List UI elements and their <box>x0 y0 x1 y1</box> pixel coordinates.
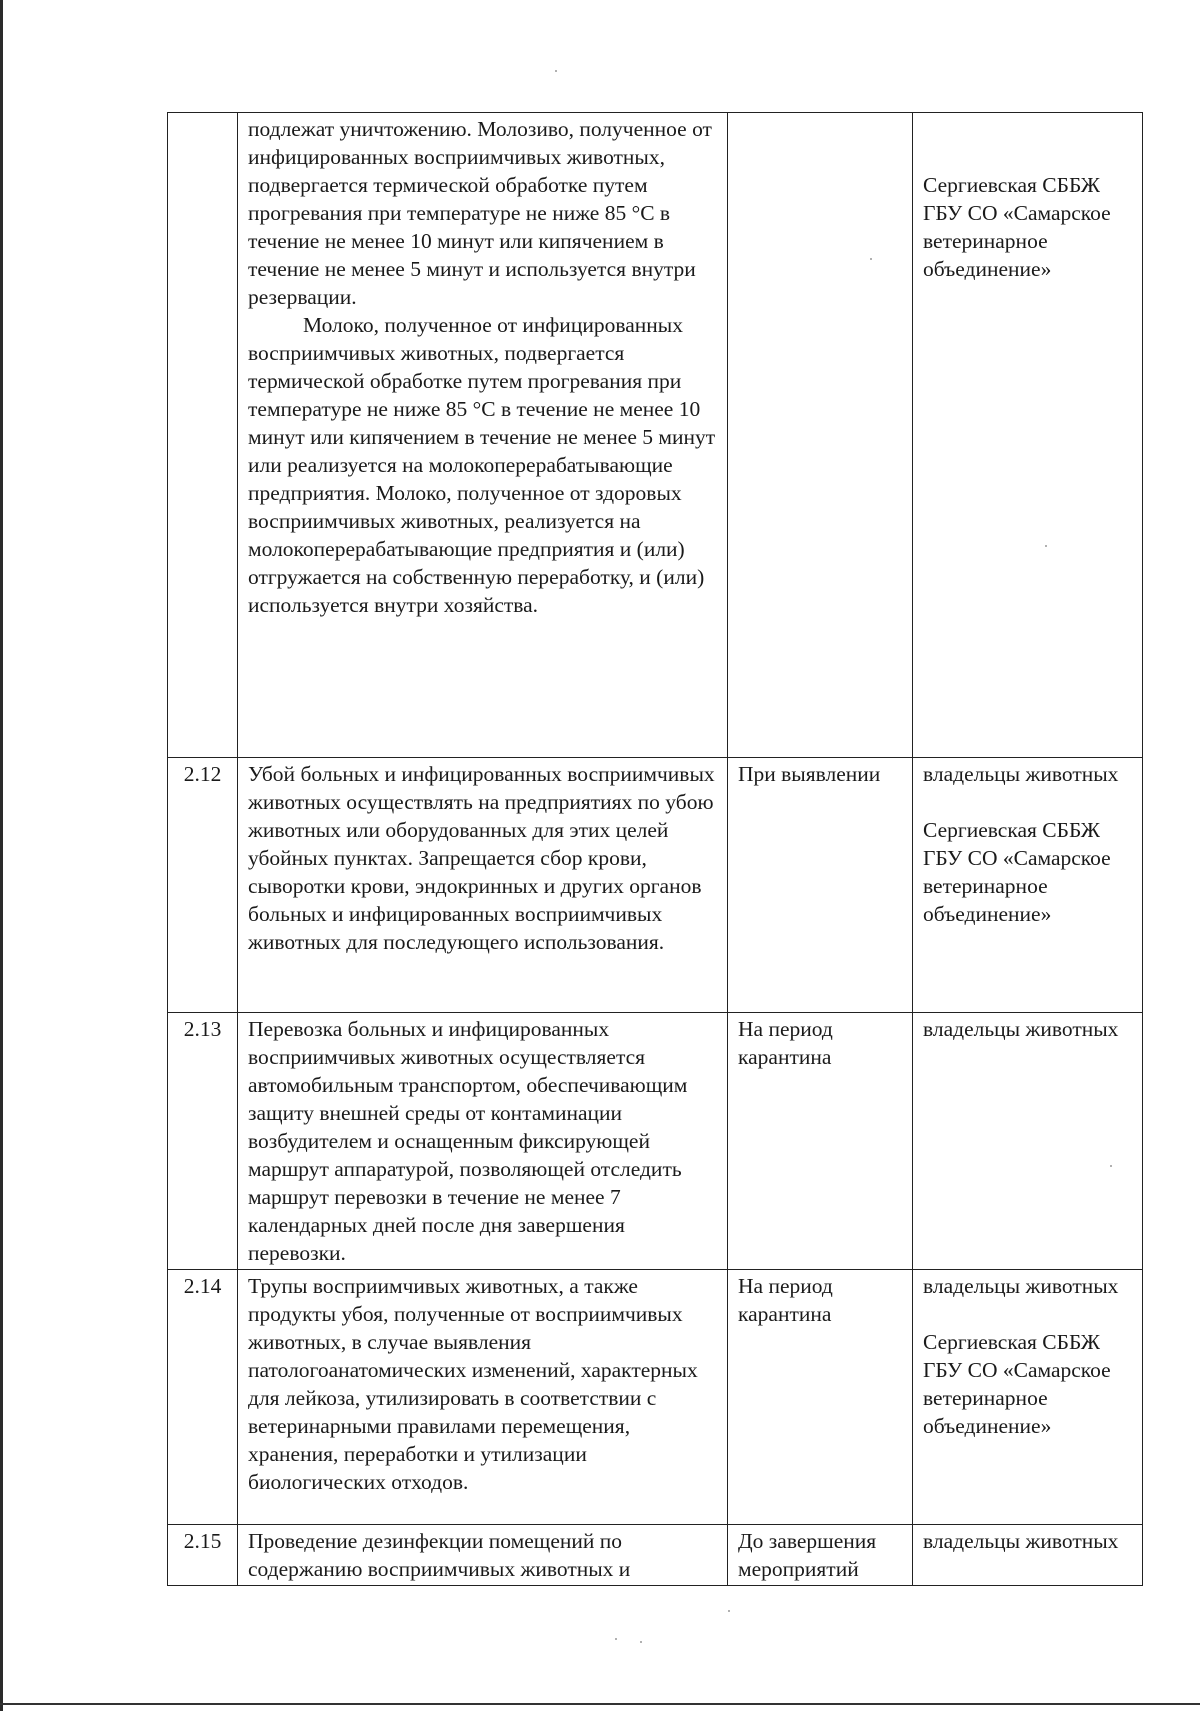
responsible-owners: владельцы животных <box>923 1529 1119 1553</box>
scan-speck <box>1045 545 1047 547</box>
measure-term <box>728 113 913 758</box>
measure-text: Перевозка больных и инфицированных восприимчивых животных осуществляется автомобильным транспортом, обеспечивающим защиту внешней среды от контаминации возбудителем и оснащенным фиксирующей маршрут аппаратурой, позволяющей отследить маршрут перевозки в течение не менее 7 календарных дней после дня завершения перевозки. <box>238 1013 728 1270</box>
table-row <box>168 113 1143 758</box>
table-row <box>168 1270 1143 1525</box>
responsible-org: Сергиевская СББЖ ГБУ СО «Самарское ветеринарное объединение» <box>923 173 1111 281</box>
measure-responsible <box>913 1013 1143 1270</box>
scan-speck <box>1110 1165 1112 1167</box>
table-row <box>168 1013 1143 1270</box>
scan-speck <box>555 70 557 72</box>
measure-term: При выявлении <box>728 758 913 1013</box>
measure-text: Трупы восприимчивых животных, а также продукты убоя, полученные от восприимчивых животных, в случае выявления патологоанатомических изменений, характерных для лейкоза, утилизировать в соответствии с ветеринарными правилами перемещения, хранения, переработки и утилизации биологических отходов. <box>238 1270 728 1525</box>
row-number: 2.15 <box>168 1525 238 1586</box>
measure-responsible <box>913 1270 1143 1525</box>
responsible-owners: владельцы животных <box>923 1274 1119 1298</box>
scan-edge-bottom <box>0 1703 1200 1705</box>
measure-text: Проведение дезинфекции помещений по содержанию восприимчивых животных и <box>238 1525 728 1586</box>
responsible-org: Сергиевская СББЖ ГБУ СО «Самарское ветеринарное объединение» <box>923 818 1111 926</box>
scan-speck <box>728 1610 730 1612</box>
responsible-spacer <box>923 788 1132 816</box>
row-number: 2.13 <box>168 1013 238 1270</box>
row-number: 2.12 <box>168 758 238 1013</box>
measure-responsible <box>913 758 1143 1013</box>
row-number <box>168 113 238 758</box>
responsible-spacer <box>923 143 1132 171</box>
responsible-owners: владельцы животных <box>923 762 1119 786</box>
measure-term: На период карантина <box>728 1270 913 1525</box>
responsible-owners: владельцы животных <box>923 1017 1119 1041</box>
measure-responsible <box>913 1525 1143 1586</box>
scan-speck <box>615 1638 617 1640</box>
table-row <box>168 758 1143 1013</box>
scan-speck <box>640 1641 642 1643</box>
scan-speck <box>870 258 872 260</box>
responsible-spacer <box>923 1300 1132 1328</box>
row-number: 2.14 <box>168 1270 238 1525</box>
table-row <box>168 1525 1143 1586</box>
scan-edge-left <box>0 0 3 1711</box>
responsible-org: Сергиевская СББЖ ГБУ СО «Самарское ветеринарное объединение» <box>923 1330 1111 1438</box>
measure-text <box>238 113 728 758</box>
measure-responsible <box>913 113 1143 758</box>
measure-term: На период карантина <box>728 1013 913 1270</box>
measure-term: До завершения мероприятий <box>728 1525 913 1586</box>
measures-table <box>167 112 1143 1586</box>
measure-paragraph: подлежат уничтожению. Молозиво, полученное от инфицированных восприимчивых животных, подвергается термической обработке путем прогревания при температуре не ниже 85 °C в течение не менее 10 минут или кипячением в течение не менее 5 минут и используется внутри резервации. <box>248 117 712 309</box>
responsible-spacer <box>923 115 1132 143</box>
measure-text: Убой больных и инфицированных восприимчивых животных осуществлять на предприятиях по убою животных или оборудованных для этих целей убойных пунктах. Запрещается сбор крови, сыворотки крови, эндокринных и других органов больных и инфицированных восприимчивых животных для последующего использования. <box>238 758 728 1013</box>
measure-paragraph: Молоко, полученное от инфицированных восприимчивых животных, подвергается термической обработке путем прогревания при температуре не ниже 85 °C в течение не менее 10 минут или кипячением в течение не менее 5 минут или реализуется на молокоперерабатывающие предприятия. Молоко, полученное от здоровых восприимчивых животных, реализуется на молокоперерабатывающие предприятия и (или) отгружается на собственную переработку, и (или) используется внутри хозяйства. <box>248 313 716 617</box>
